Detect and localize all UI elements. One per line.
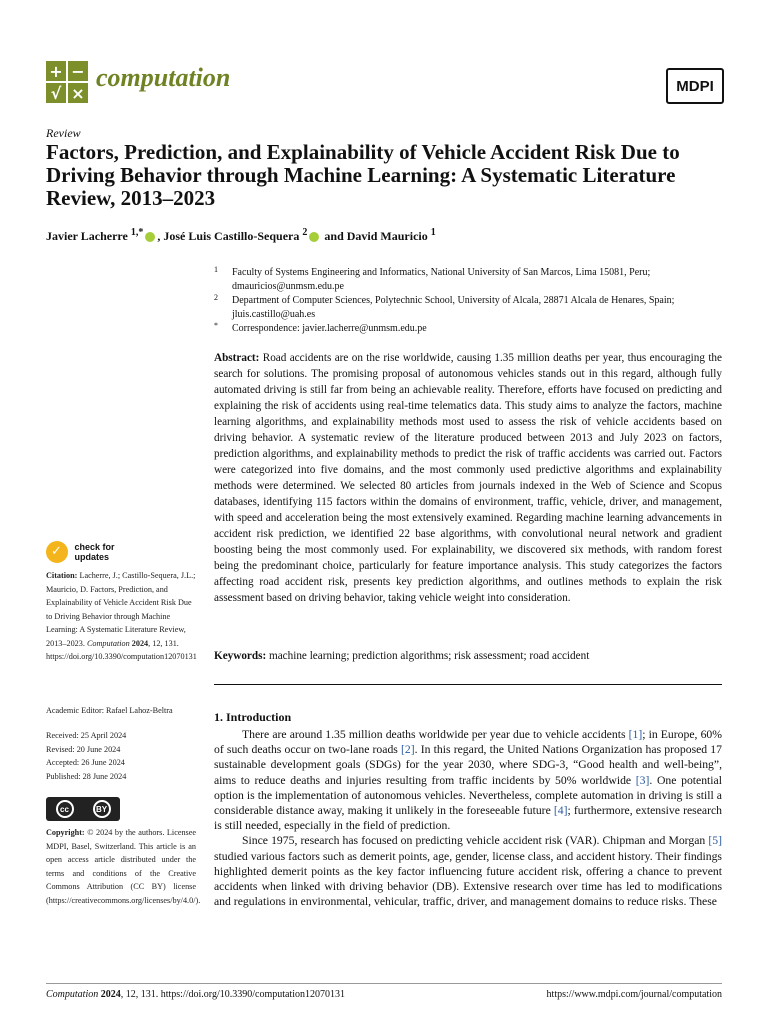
paragraph-text: . In this regard, the United Nations Organization has proposed 17 sustainable development goals (SDGs) for the year 2030, where SDG-3, “Good health and well-being”, aims to reduce deaths and injuries resulting from traffic incidents by 50% worldwide: [214, 743, 722, 787]
published-date: Published: 28 June 2024: [46, 771, 127, 781]
paragraph-text: ; in Europe, 60% of such deaths occur on two-lane roads: [214, 728, 722, 757]
reference-link[interactable]: [1]: [628, 728, 643, 741]
article-type: Review: [46, 126, 81, 140]
logo-times: ×: [68, 83, 88, 103]
author-sup: 2: [302, 227, 308, 238]
correspondence: * Correspondence: javier.lacherre@unmsm.edu.pe: [214, 321, 427, 334]
footer-divider: [46, 983, 722, 984]
abstract-label: Abstract:: [214, 352, 260, 364]
copyright-label: Copyright:: [46, 828, 85, 837]
orcid-icon[interactable]: [145, 232, 155, 242]
keywords: [214, 650, 722, 662]
reference-link[interactable]: [5]: [708, 834, 722, 848]
article-title: Factors, Prediction, and Explainability of Vehicle Accident Risk Due to Driving Behavior through Machine Learning: A Systematic Literature Review, 2013–2023: [46, 140, 680, 210]
author-list: Javier Lacherre $^{1,*}$ , José Luis Castillo-Sequera $^2$ and David Mauricio $^1$: [46, 227, 436, 243]
cc-by-license-badge[interactable]: [46, 797, 120, 821]
author-sup: 1: [430, 227, 436, 238]
paragraph-text: studied various factors such as demerit points, age, gender, license class, and accident history. Their findings highlighted demerit points as the key factor influencing future accident risk, offering a chance to prevent accidents when linked with driving behavior (DB). Extensive research over time has led to modifications and regulations in environmental, vehicular, traffic, driver, and management domains to reduce risks. These: [214, 849, 722, 909]
journal-name: computation: [96, 63, 231, 92]
abstract: [214, 350, 722, 606]
affiliation-item: 2 Department of Computer Sciences, Polytechnic School, University of Alcala, 28871 Alcala de Henares, Spain; jluis.castillo@uah.es: [214, 293, 675, 320]
revised-date: Revised: 20 June 2024: [46, 744, 121, 754]
paragraph-text: . One potential option is the implementation of autonomous vehicles. Nevertheless, complete automation in driving is still a considerable distance away, making it unlikely in the foreseeable future: [214, 773, 722, 818]
journal-logo: [46, 61, 88, 103]
citation-label: Citation:: [46, 571, 78, 580]
paragraph: [214, 727, 722, 833]
paragraph: [214, 833, 722, 909]
affiliations: [214, 266, 724, 336]
author-name[interactable]: and David Mauricio: [324, 229, 428, 243]
paragraph-text: Since 1975, research has focused on predicting vehicle accident risk (VAR). Chipman and Morgan: [242, 834, 709, 848]
reference-link[interactable]: [3]: [635, 773, 650, 787]
publisher-logo: MDPI: [666, 68, 724, 104]
accepted-date: Accepted: 26 June 2024: [46, 758, 125, 767]
logo-plus: +: [46, 61, 66, 81]
paragraph-text: ; furthermore, extensive research is still needed, especially in the field of prediction.: [214, 804, 722, 833]
copyright-block: Copyright: © 2024 by the authors. Licensee MDPI, Basel, Switzerland. This article is an open access article distributed under the terms and conditions of the Creative Commons Attribution (CC BY) license (https://creativecommons.org/licenses/by/4.0/).: [46, 828, 201, 905]
affiliation-item: 1 Faculty of Systems Engineering and Informatics, National University of San Marcos, Lima 15081, Peru; dmauricios@unmsm.edu.pe: [214, 265, 651, 292]
divider: [214, 684, 722, 685]
reference-link[interactable]: [2]: [401, 743, 415, 757]
check-for-updates-badge[interactable]: ✓ check for updates: [46, 541, 114, 563]
received-date: Received: 25 April 2024: [46, 731, 127, 740]
abstract-text: Road accidents are on the rise worldwide, causing 1.35 million deaths per year, thus encouraging the search for solutions. The promising proposal of autonomous vehicles stands out in this regard, although fully automated driving is still far from being an achievable reality. Therefore, efforts have focused on predicting and explaining the risk of accidents using real-time telematics data. This study aims to analyze the factors, machine learning algorithms, and explainability methods most used to assess the risk of vehicle accidents based on driving behavior. A systematic review of the literature produced between 2013 and July 2023 on factors, prediction algorithms, and explainability methods to predict the risk of traffic accidents was carried out. Factors were categorized into five domains, and the most commonly used predictive algorithms and explainability methods were determined. We selected 80 articles from journals indexed in the Web of Science and Scopus databases, identifying 115 factors within the domains of environment, traffic, vehicle, driver, and management, with speed and acceleration being the most extensively examined. Regarding machine learning advancements in accident risk prediction, we identified 22 base algorithms, with convolutional neural network and gradient boosting being the most commonly used. For explainability, we discovered six methods, with random forest being the predominant choice, particularly for feature importance analysis. This study categorizes the factors affecting road accident risk, presents key prediction algorithms, and outlines methods to explain the risk assessment based on driving behavior, taking vehicle weight into consideration.: [214, 352, 722, 604]
academic-editor: Academic Editor: Rafael Lahoz-Beltra: [46, 706, 173, 715]
paragraph-text: There are around 1.35 million deaths worldwide per year due to vehicle accidents: [242, 728, 629, 741]
by-icon: BY: [93, 800, 111, 818]
dates-block: [46, 729, 196, 783]
cc-icon: cc: [56, 800, 74, 818]
citation-block: Citation: Lacherre, J.; Castillo-Sequera, J.L.; Mauricio, D. Factors, Prediction, and Explainability of Vehicle Accident Risk Due to Driving Behavior through Machine Learning: A Systematic Literature Review, 2013–2023. Computation 2024, 12, 131. https://doi.org/10.3390/computation12070131: [46, 571, 197, 661]
keywords-label: Keywords:: [214, 650, 267, 662]
body-text: [214, 727, 722, 909]
orcid-icon[interactable]: [309, 232, 319, 242]
section-heading: 1. Introduction: [214, 710, 292, 724]
keywords-text: machine learning; prediction algorithms; risk assessment; road accident: [269, 650, 590, 662]
logo-minus: −: [68, 61, 88, 81]
logo-root: √: [46, 83, 66, 103]
reference-link[interactable]: [4]: [553, 804, 568, 818]
author-sup: 1,*: [130, 227, 144, 238]
author-name[interactable]: José Luis Castillo-Sequera: [163, 229, 300, 243]
footer-citation: Computation 2024, 12, 131. https://doi.org/10.3390/computation12070131: [46, 989, 345, 1000]
footer-journal-link[interactable]: https://www.mdpi.com/journal/computation: [546, 989, 722, 1000]
author-name[interactable]: Javier Lacherre: [46, 229, 128, 243]
check-updates-icon: [46, 541, 68, 563]
